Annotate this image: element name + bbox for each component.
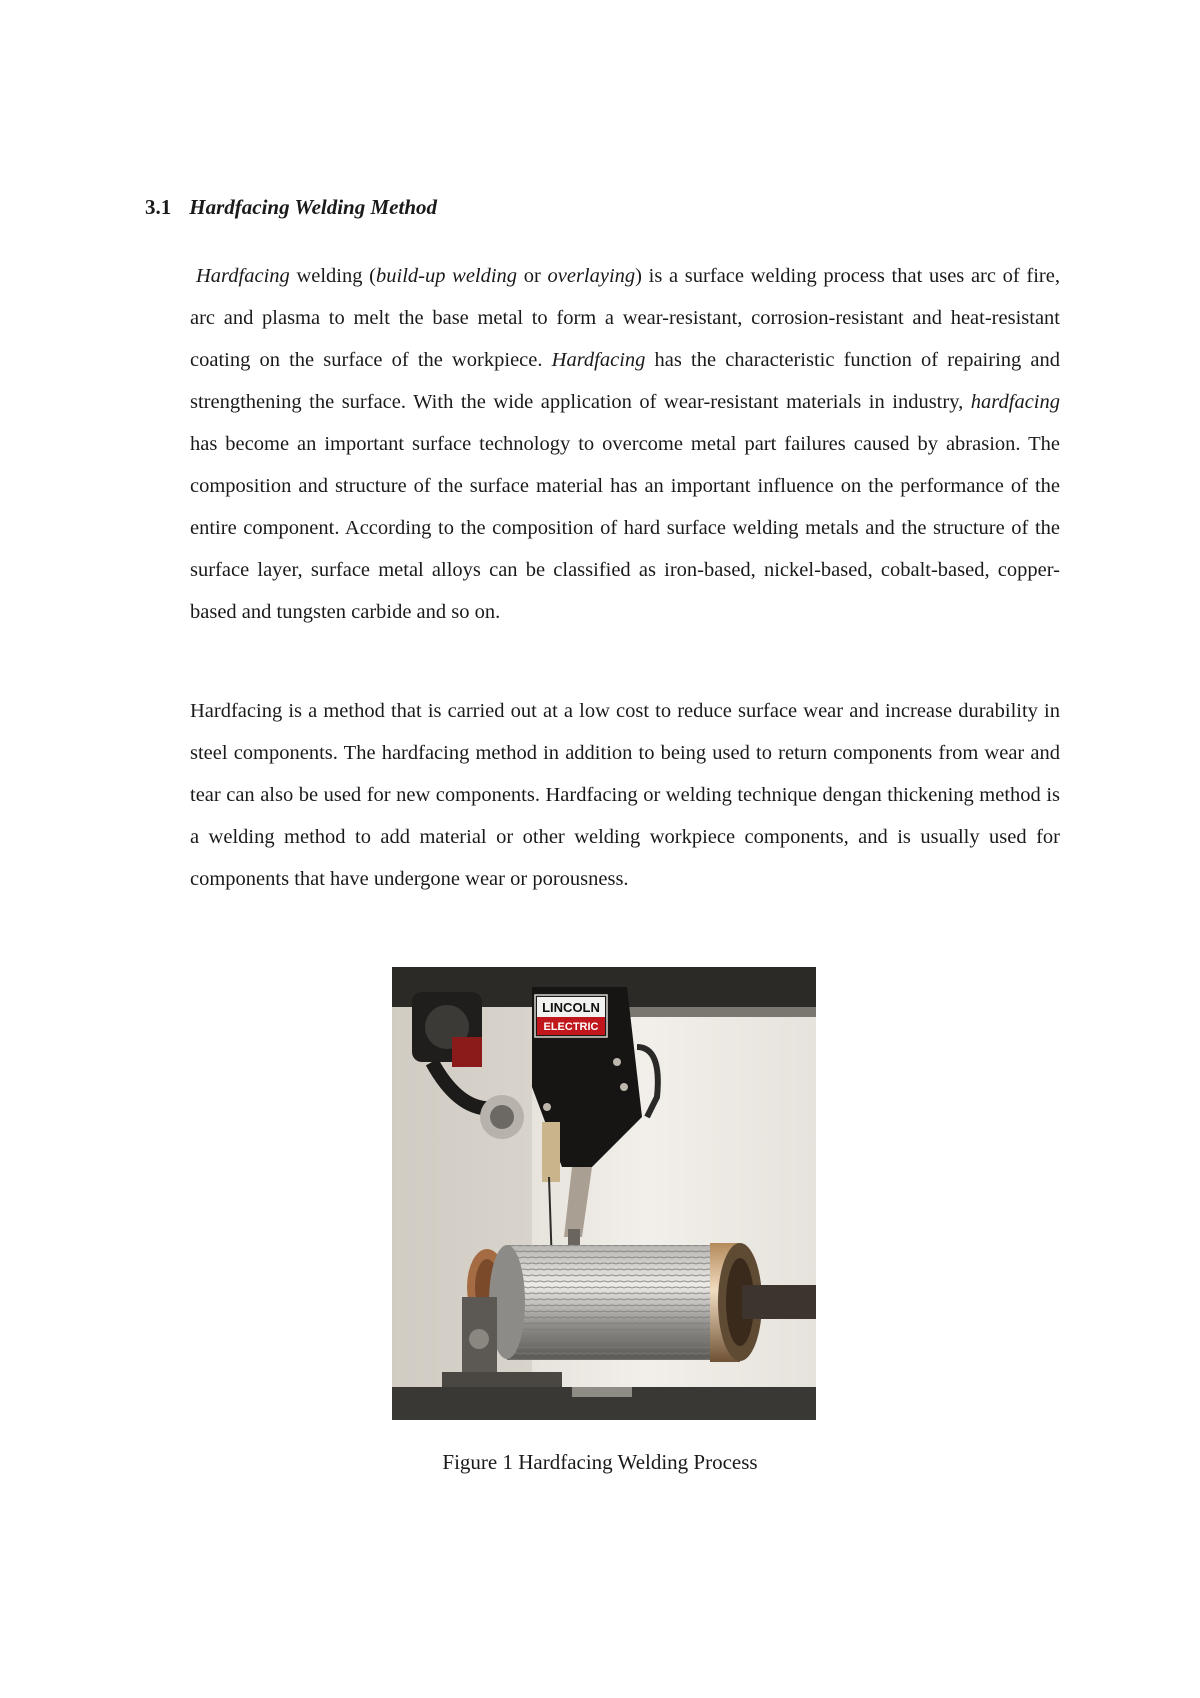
paragraph1-run: ) is a surface welding process that uses arc of fire, arc and plasma to melt the base metal to form a wear-resistant, corrosion-resistant and heat-resistant coating on the surface of the workpiece.	[190, 265, 1060, 371]
section-title: Hardfacing Welding Method	[189, 195, 437, 219]
logo-line2: ELECTRIC	[543, 1021, 599, 1033]
paragraph1-run: welding (	[289, 265, 376, 287]
paragraph1-run: hardfacing	[970, 391, 1060, 413]
figure-caption: Figure 1 Hardfacing Welding Process	[442, 1450, 758, 1474]
paragraph1-run: or	[517, 265, 548, 287]
paragraph-hardfacing-definition	[190, 255, 1060, 633]
welding-machine-illustration	[392, 967, 816, 1420]
paragraph1-run: build-up welding	[376, 265, 518, 287]
paragraph1-run: has become an important surface technology to overcome metal part failures caused by abrasion. The composition and structure of the surface material has an important influence on the performance of the entire component. According to the composition of hard surface welding metals and the structure of the surface layer, surface metal alloys can be classified as iron-based, nickel-based, cobalt-based, copper-based and tungsten carbide and so on.	[190, 433, 1060, 623]
paragraph-hardfacing-method: Hardfacing is a method that is carried out at a low cost to reduce surface wear and increase durability in steel components. The hardfacing method in addition to being used to return components from wear and tear can also be used for new components. Hardfacing or welding technique dengan thickening method is a welding method to add material or other welding workpiece components, and is usually used for components that have undergone wear or porousness.	[190, 700, 1060, 890]
hardfacing-welding-photo	[392, 967, 816, 1420]
paragraph1-run: overlaying	[547, 265, 636, 287]
paragraph1-run: has the characteristic function of repairing and strengthening the surface. With the wide application of wear-resistant materials in industry,	[190, 349, 1060, 413]
section-heading	[145, 195, 437, 220]
paragraph1-run: Hardfacing	[551, 349, 646, 371]
paragraph1-run: Hardfacing	[196, 265, 290, 287]
logo-line1: LINCOLN	[542, 1000, 600, 1015]
section-number: 3.1	[145, 195, 172, 219]
